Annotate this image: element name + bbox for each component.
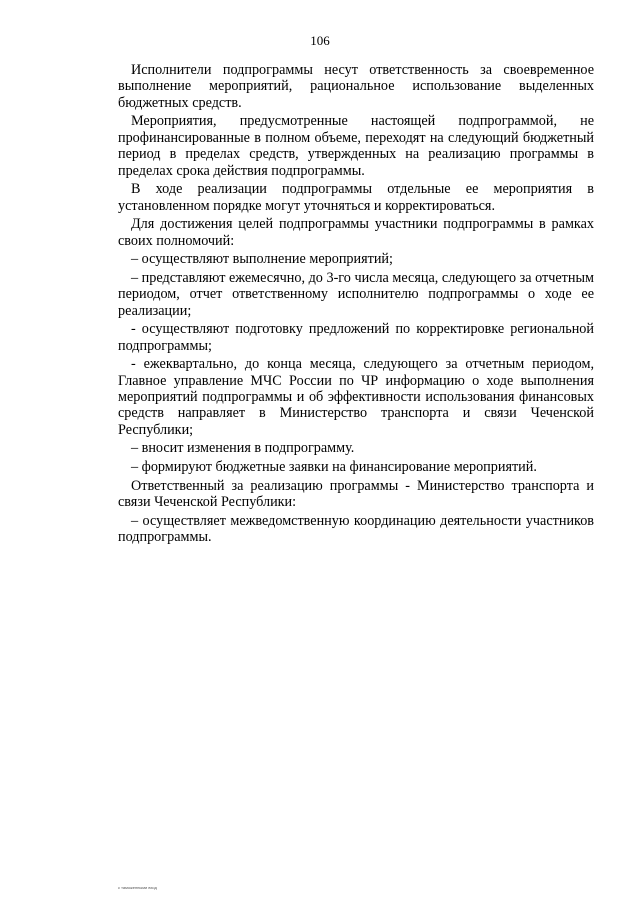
list-item: - ежеквартально, до конца месяца, следующего за отчетным периодом, Главное управление МЧС России по ЧР информацию о ходе выполнения мероприятий подпрограммы и об эффективности использования финансовых средств направляет в Министерство транспорта и связи Чеченской Республики;	[118, 356, 594, 438]
paragraph-unfunded-measures: Мероприятия, предусмотренные настоящей подпрограммой, не профинансированные в полном объеме, переходят на следующий бюджетный период в пределах средств, утвержденных на реализацию программы в пределах срока действия подпрограммы.	[118, 113, 594, 179]
paragraph-responsibility: Исполнители подпрограммы несут ответственность за своевременное выполнение мероприятий, рациональное использование выделенных бюджетных средств.	[118, 62, 594, 111]
footer-text: с таможенными вход	[118, 885, 157, 890]
list-item: – представляют ежемесячно, до 3-го числа месяца, следующего за отчетным периодом, отчет ответственному исполнителю подпрограммы о ходе ее реализации;	[118, 269, 594, 319]
list-item: – осуществляет межведомственную координацию деятельности участников подпрограммы.	[118, 512, 594, 546]
list-item: – осуществляют выполнение мероприятий;	[131, 251, 393, 268]
paragraph-participants-intro: Для достижения целей подпрограммы участники подпрограммы в рамках своих полномочий:	[118, 216, 594, 249]
list-item: – вносит изменения в подпрограмму.	[131, 440, 355, 457]
paragraph-responsible-executor: Ответственный за реализацию программы - Министерство транспорта и связи Чеченской Республики:	[118, 477, 594, 511]
list-item: - осуществляют подготовку предложений по корректировке региональной подпрограммы;	[118, 321, 594, 354]
paragraph-adjustments: В ходе реализации подпрограммы отдельные ее мероприятия в установленном порядке могут уточняться и корректироваться.	[118, 181, 594, 214]
list-item: – формируют бюджетные заявки на финансирование мероприятий.	[131, 459, 537, 476]
document-body	[118, 62, 594, 548]
page-number: 106	[310, 33, 330, 48]
